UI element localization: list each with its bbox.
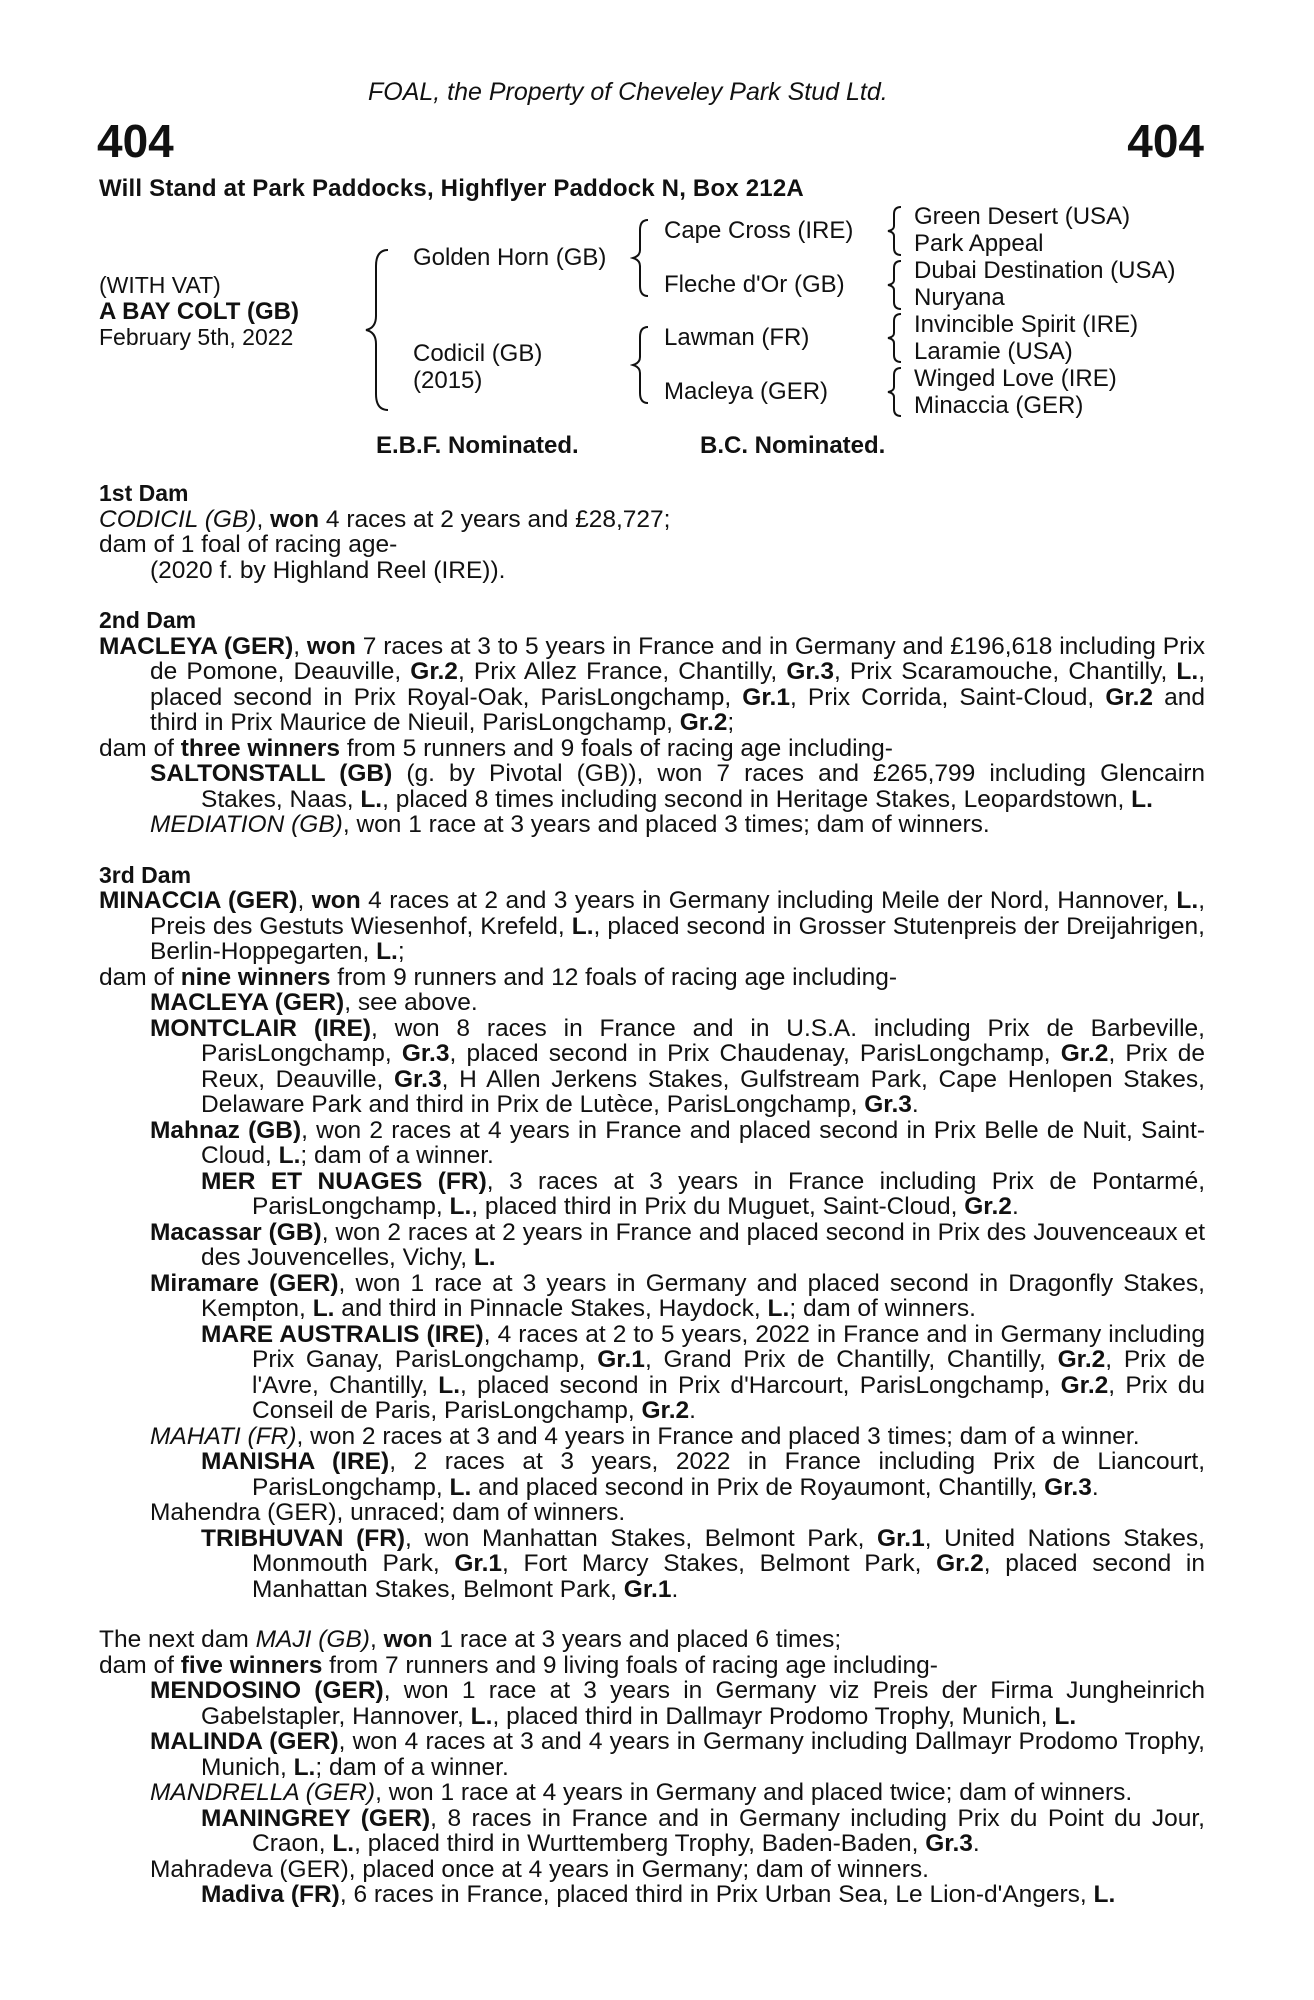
grand-produce-entry: TRIBHUVAN (FR), won Manhattan Stakes, Belmont Park, Gr.1, United Nations Stakes, Monmouth Park, Gr.1, Fort Marcy Stakes, Belmont Park, Gr.2, placed second in Manhattan Stakes, Belmont Park, Gr.1.	[201, 1524, 1205, 1603]
dam-year: (2015)	[413, 367, 483, 394]
catalogue-body	[99, 481, 1205, 1908]
brace-dam-icon	[630, 325, 652, 405]
dam1-line-2: dam of 1 foal of racing age-	[99, 531, 398, 558]
next-dam-section	[99, 1627, 1205, 1908]
produce-entry: Mahnaz (GB), won 2 races at 4 years in France and placed second in Prix Belle de Nuit, Saint-Cloud, L.; dam of a winner.	[150, 1116, 1205, 1169]
produce-entry: Mahendra (GER), unraced; dam of winners.	[150, 1499, 626, 1526]
grand-produce-entry: MANINGREY (GER), 8 races in France and in Germany including Prix du Point du Jour, Craon, L., placed third in Wurttemberg Trophy, Baden-Baden, Gr.3.	[201, 1804, 1205, 1857]
grand-produce-entry: MER ET NUAGES (FR), 3 races at 3 years in France including Prix de Pontarmé, ParisLongchamp, L., placed third in Prix du Muguet, Saint-Cloud, Gr.2.	[201, 1167, 1206, 1220]
brace-sd-icon	[885, 259, 905, 311]
dam2-produce-summary: dam of three winners from 5 runners and 9 foals of racing age including-	[99, 734, 893, 762]
dam2-record: MACLEYA (GER), won 7 races at 3 to 5 years in France and in Germany and £196,618 including Prix de Pomone, Deauville, Gr.2, Prix Allez France, Chantilly, Gr.3, Prix Scaramouche, Chantilly, L., placed second in Prix Royal-Oak, ParisLongchamp, Gr.1, Prix Corrida, Saint-Cloud, Gr.2 and third in Prix Maurice de Nieuil, ParisLongchamp, Gr.2;	[99, 632, 1206, 736]
produce-entry: MEDIATION (GB), won 1 race at 3 years and placed 3 times; dam of winners.	[150, 811, 990, 838]
stabling-location: Will Stand at Park Paddocks, Highflyer Paddock N, Box 212A	[99, 175, 804, 202]
dam-dam: Macleya (GER)	[664, 378, 829, 405]
ggsire-4: Winged Love (IRE)	[914, 365, 1117, 392]
brace-ss-icon	[885, 205, 905, 257]
lot-number-left: 404	[97, 115, 174, 167]
sire-dam: Fleche d'Or (GB)	[664, 271, 845, 298]
dam1-line-1: CODICIL (GB), won 4 races at 2 years and £28,727;	[99, 505, 671, 533]
subject-dob: February 5th, 2022	[99, 324, 294, 350]
sire-sire: Cape Cross (IRE)	[664, 217, 854, 244]
bc-nomination: B.C. Nominated.	[700, 432, 886, 459]
produce-entry: Macassar (GB), won 2 races at 2 years in France and placed second in Prix des Jouvenceaux et des Jouvencelles, Vichy, L.	[150, 1218, 1206, 1271]
next-dam-record: The next dam MAJI (GB), won 1 race at 3 years and placed 6 times;	[99, 1626, 842, 1653]
ggsire-1: Green Desert (USA)	[914, 203, 1131, 230]
grand-produce-entry: Madiva (FR), 6 races in France, placed third in Prix Urban Sea, Le Lion-d'Angers, L.	[201, 1881, 1116, 1908]
second-dam-section	[99, 608, 1205, 838]
sire-name: Golden Horn (GB)	[413, 244, 607, 271]
produce-entry: MACLEYA (GER), see above.	[150, 989, 478, 1016]
section-title: 1st Dam	[99, 480, 189, 506]
subject-name: A BAY COLT (GB)	[99, 298, 300, 325]
dam-name: Codicil (GB)	[413, 340, 543, 367]
produce-entry: SALTONSTALL (GB) (g. by Pivotal (GB)), won 7 races and £265,799 including Glencairn Stakes, Naas, L., placed 8 times including second in Heritage Stakes, Leopardstown, L.	[150, 760, 1205, 813]
ebf-nomination: E.B.F. Nominated.	[376, 432, 579, 459]
grand-produce-entry: MANISHA (IRE), 2 races at 3 years, 2022 in France including Prix de Liancourt, ParisLongchamp, L. and placed second in Prix de Royaumont, Chantilly, Gr.3.	[201, 1448, 1206, 1501]
brace-sire-icon	[630, 218, 652, 298]
brace-dd-icon	[885, 366, 905, 418]
section-title: 3rd Dam	[99, 861, 192, 888]
produce-entry: Miramare (GER), won 1 race at 3 years in Germany and placed second in Dragonfly Stakes, Kempton, L. and third in Pinnacle Stakes, Haydock, L.; dam of winners.	[150, 1269, 1205, 1322]
dam1-line-3: (2020 f. by Highland Reel (IRE)).	[150, 556, 506, 584]
ggdam-4: Minaccia (GER)	[914, 392, 1084, 419]
produce-entry: MONTCLAIR (IRE), won 8 races in France and in U.S.A. including Prix de Barbeville, ParisLongchamp, Gr.3, placed second in Prix Chaudenay, ParisLongchamp, Gr.2, Prix de Reux, Deauville, Gr.3, H Allen Jerkens Stakes, Gulfstream Park, Cape Henlopen Stakes, Delaware Park and third in Prix de Lutèce, ParisLongchamp, Gr.3.	[150, 1014, 1205, 1118]
vat-note: (WITH VAT)	[99, 272, 221, 298]
page-header-title: FOAL, the Property of Cheveley Park Stud Ltd.	[368, 78, 888, 106]
dam3-produce-summary: dam of nine winners from 9 runners and 12 foals of racing age including-	[99, 963, 898, 991]
ggdam-2: Nuryana	[914, 284, 1005, 311]
next-dam-produce-summary: dam of five winners from 7 runners and 9 living foals of racing age including-	[99, 1651, 938, 1679]
dam-sire: Lawman (FR)	[664, 324, 810, 351]
produce-entry: Mahradeva (GER), placed once at 4 years in Germany; dam of winners.	[150, 1855, 929, 1883]
brace-ds-icon	[885, 312, 905, 364]
third-dam-section	[99, 863, 1205, 1603]
produce-entry: MENDOSINO (GER), won 1 race at 3 years in Germany viz Preis der Firma Jungheinrich Gabelstapler, Hannover, L., placed third in Dallmayr Prodomo Trophy, Munich, L.	[150, 1677, 1206, 1730]
lot-number-right: 404	[1127, 115, 1204, 167]
ggsire-3: Invincible Spirit (IRE)	[914, 311, 1139, 338]
ggsire-2: Dubai Destination (USA)	[914, 257, 1176, 284]
produce-entry: MANDRELLA (GER), won 1 race at 4 years in Germany and placed twice; dam of winners.	[150, 1779, 1133, 1806]
grand-produce-entry: MARE AUSTRALIS (IRE), 4 races at 2 to 5 years, 2022 in France and in Germany including Prix Ganay, ParisLongchamp, Gr.1, Grand Prix de Chantilly, Chantilly, Gr.2, Prix de l'Avre, Chantilly, L., placed second in Prix d'Harcourt, ParisLongchamp, Gr.2, Prix du Conseil de Paris, ParisLongchamp, Gr.2.	[201, 1320, 1206, 1424]
produce-entry: MALINDA (GER), won 4 races at 3 and 4 years in Germany including Dallmayr Prodomo Trophy, Munich, L.; dam of a winner.	[150, 1728, 1205, 1781]
brace-main-icon	[362, 248, 392, 412]
produce-entry: MAHATI (FR), won 2 races at 3 and 4 years in France and placed 3 times; dam of a winner.	[150, 1422, 1140, 1450]
ggdam-3: Laramie (USA)	[914, 338, 1073, 365]
dam3-record: MINACCIA (GER), won 4 races at 2 and 3 years in Germany including Meile der Nord, Hannover, L., Preis des Gestuts Wiesenhof, Krefeld, L., placed second in Grosser Stutenpreis der Dreijahrigen, Berlin-Hoppegarten, L.;	[99, 887, 1205, 965]
section-title: 2nd Dam	[99, 607, 197, 633]
ggdam-1: Park Appeal	[914, 230, 1044, 257]
first-dam-section	[99, 481, 1205, 583]
